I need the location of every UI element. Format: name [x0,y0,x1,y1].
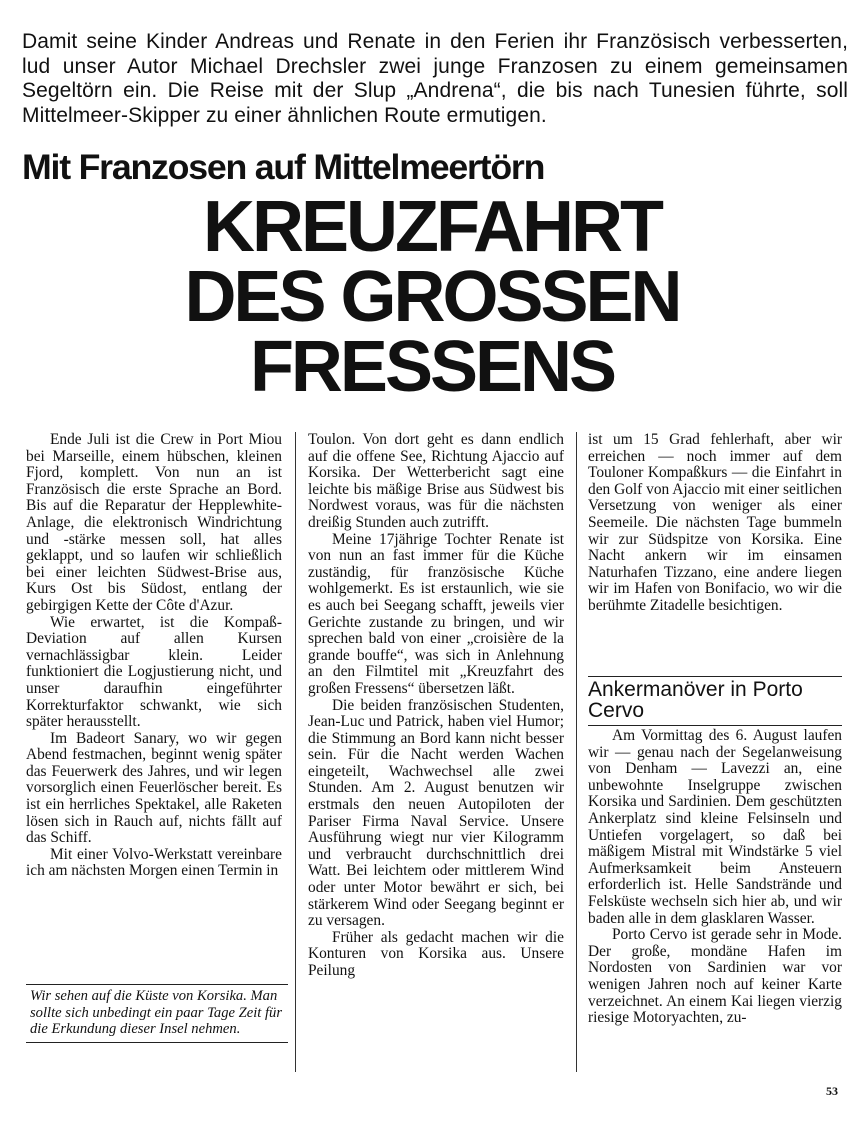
body-paragraph: Am Vormittag des 6. August laufen wir — genau nach der Segelanweisung von Denham — Lavezzi an, eine unbewohnte Inselgruppe zwischen Korsika und Sardinien. Dem geschützten Ankerplatz sind kleine Felsinseln und Untiefen vorgelagert, so daß bei mäßigem Mistral mit Windstärke 5 viel Aufmerksamkeit beim Ansteuern erforderlich ist. Helle Sandstrände und Felsküste wechseln sich hier ab, und wir baden alle in dem glasklaren Wasser. [588,727,842,927]
headline-line-2: DES GROSSEN [184,257,680,337]
body-paragraph: Die beiden französischen Studenten, Jean-Luc und Patrick, haben viel Humor; die Stimmung an Bord kann nicht besser sein. Für die Nacht werden Wachen eingeteilt, Wachwechsel alle zwei Stunden. Am 2. August benutzen wir erstmals den neuen Autopiloten der Pariser Firma Naval Service. Unsere Ausführung wiegt nur vier Kilogramm und verbraucht durchschnittlich drei Watt. Bei leichtem oder mittlerem Wind oder unter Motor bewährt er sich, bei stärkerem Wind oder Seegang beginnt er zu versagen. [308,696,564,930]
article-column-1 [26,432,282,880]
body-paragraph: Meine 17jährige Tochter Renate ist von nun an fast immer für die Küche zuständig, für französische Küche wohlgemerkt. Es ist erstaunlich, wie sie es auch bei Seegang schafft, jeweils vier Gerichte zustande zu bringen, und wir sprechen bald von einer „croisière de la grande bouffe“, was sich in Anlehnung an den Filmtitel mit „Kreuzfahrt des großen Fressens“ übersetzen läßt. [308,530,564,697]
body-paragraph: Toulon. Von dort geht es dann endlich auf die offene See, Richtung Ajaccio auf Korsika. Der Wetterbericht sagt eine leichte bis mäßige Brise aus Südwest bis Nordwest voraus, was für die nächsten dreißig Stunden auch zutrifft. [308,431,564,531]
body-paragraph: Wie erwartet, ist die Kompaß-Deviation auf allen Kursen vernachlässigbar klein. Leider funktioniert die Logjustierung nicht, und unser daraufhin eingeführter Korrekturfaktor schwankt, wie sich später herausstellt. [26,613,282,731]
intro-paragraph: Damit seine Kinder Andreas und Renate in den Ferien ihr Französisch verbesserten, lud unser Autor Michael Drechsler zwei junge Franzosen zu einem gemeinsamen Segeltörn ein. Die Reise mit der Slup „Andrena“, die bis nach Tunesien führte, soll Mittelmeer-Skipper zu einer ähnlichen Route ermutigen. [22,30,848,127]
body-paragraph: Im Badeort Sanary, wo wir gegen Abend festmachen, beginnt wenig später das Feuerwerk des Jahres, und wir legen vorsorglich einen Feuerlöscher bereit. Es ist ein herrliches Spektakel, alle Raketen lösen sich in Rauch auf, nichts fällt auf das Schiff. [26,729,282,847]
kicker-headline: Mit Franzosen auf Mittelmeertörn [22,148,545,187]
column-divider-2 [576,432,577,1072]
headline-line-1: KREUZFAHRT [203,187,661,267]
article-column-3-continued [588,728,842,1027]
article-column-3 [588,432,842,615]
main-headline [0,187,864,407]
headline-line-3: FRESSENS [249,327,615,407]
body-paragraph: ist um 15 Grad fehlerhaft, aber wir erreichen — noch immer auf dem Touloner Kompaßkurs — die Einfahrt in den Golf von Ajaccio mit einer seitlichen Versetzung von weniger als einer Seemeile. Die nächsten Tage bummeln wir zur Südspitze von Korsika. Eine Nacht ankern wir im einsamen Naturhafen Tizzano, eine andere liegen wir im Hafen von Bonifacio, wo wir die berühmte Zitadelle besichtigen. [588,431,842,614]
photo-caption: Wir sehen auf die Küste von Korsika. Man sollte sich unbedingt ein paar Tage Zeit für die Erkundung dieser Insel nehmen. [26,984,288,1043]
article-column-2 [308,432,564,980]
section-subheading: Ankermanöver in Porto Cervo [588,676,842,726]
intro-text [22,30,848,128]
page-number: 53 [826,1084,838,1098]
column-divider-1 [295,432,296,1072]
body-paragraph: Ende Juli ist die Crew in Port Miou bei Marseille, einem hübschen, kleinen Fjord, komplett. Von nun an ist Französisch die erste Sprache an Bord. Bis auf die Reparatur der Hepplewhite-Anlage, die elektronisch Windrichtung und -stärke messen soll, hat alles geklappt, und so laufen wir schließlich bei einer leichten Südwest-Brise aus, Kurs Ost bis Südost, entlang der gebirgigen Kette der Côte d'Azur. [26,431,282,614]
body-paragraph: Mit einer Volvo-Werkstatt vereinbare ich am nächsten Morgen einen Termin in [26,845,282,880]
body-paragraph: Porto Cervo ist gerade sehr in Mode. Der große, mondäne Hafen im Nordosten von Sardinien war vor wenigen Jahren noch auf keiner Karte verzeichnet. An einem Kai liegen vierzig riesige Motoryachten, zu- [588,926,842,1027]
body-paragraph: Früher als gedacht machen wir die Konturen von Korsika aus. Unsere Peilung [308,928,564,979]
